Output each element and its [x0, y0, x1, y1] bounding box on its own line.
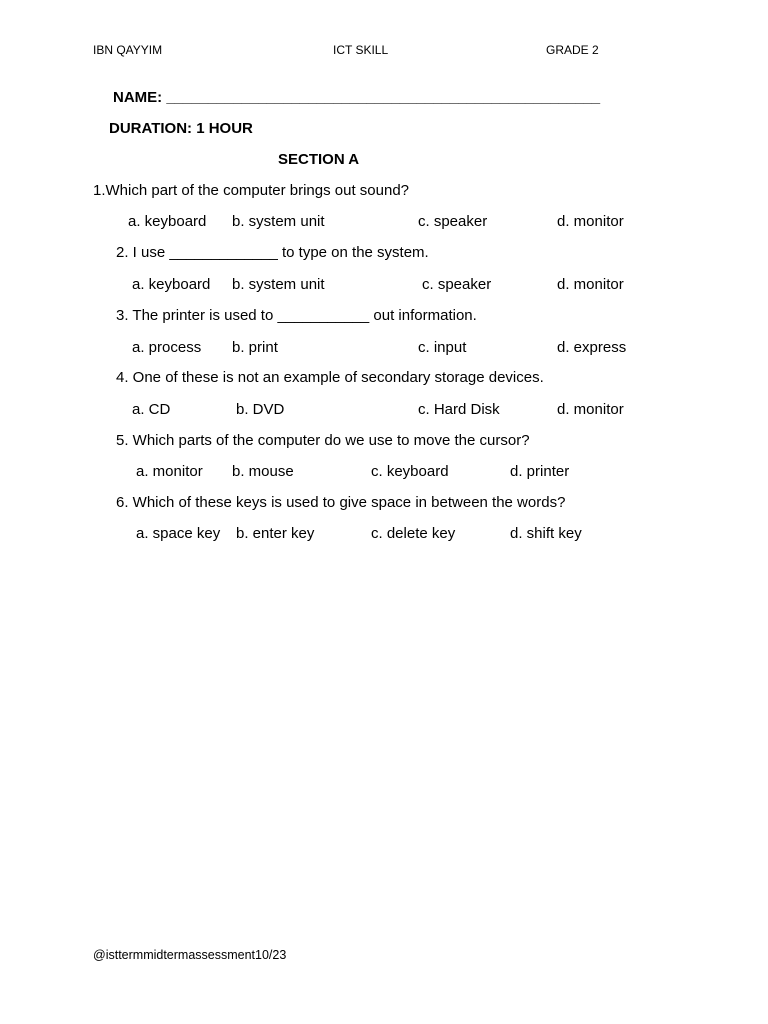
option-3d: d. express [557, 339, 627, 356]
option-4a: a. CD [132, 401, 171, 418]
school-name: IBN QAYYIM [93, 43, 163, 57]
option-3a: a. process [132, 339, 202, 356]
option-5b: b. mouse [232, 463, 294, 480]
option-5d: d. printer [510, 463, 570, 480]
option-1a: a. keyboard [128, 213, 207, 230]
option-4d: d. monitor [557, 401, 624, 418]
option-5c: c. keyboard [371, 463, 449, 480]
option-1d: d. monitor [557, 213, 624, 230]
option-6a: a. space key [136, 525, 221, 542]
option-2d: d. monitor [557, 276, 624, 293]
option-4c: c. Hard Disk [418, 401, 500, 418]
option-3c: c. input [418, 339, 467, 356]
grade-label: GRADE 2 [546, 43, 599, 57]
name-field-line: NAME: ____________________________________________________ [113, 89, 601, 106]
option-5a: a. monitor [136, 463, 203, 480]
option-6c: c. delete key [371, 525, 456, 542]
question-2: 2. I use _____________ to type on the system. [116, 244, 429, 261]
option-1b: b. system unit [232, 213, 325, 230]
question-5: 5. Which parts of the computer do we use to move the cursor? [116, 432, 530, 449]
option-2b: b. system unit [232, 276, 325, 293]
question-1: 1.Which part of the computer brings out sound? [93, 182, 410, 199]
option-2c: c. speaker [422, 276, 492, 293]
option-3b: b. print [232, 339, 278, 356]
duration-label: DURATION: 1 HOUR [109, 120, 253, 137]
option-6b: b. enter key [236, 525, 315, 542]
question-4: 4. One of these is not an example of secondary storage devices. [116, 369, 544, 386]
subject-name: ICT SKILL [333, 43, 389, 57]
section-title: SECTION A [278, 151, 360, 168]
option-1c: c. speaker [418, 213, 488, 230]
question-6: 6. Which of these keys is used to give space in between the words? [116, 494, 566, 511]
footer-tag: @isttermmidtermassessment10/23 [93, 948, 287, 962]
option-4b: b. DVD [236, 401, 285, 418]
option-6d: d. shift key [510, 525, 582, 542]
option-2a: a. keyboard [132, 276, 211, 293]
question-3: 3. The printer is used to ___________ out information. [116, 307, 477, 324]
